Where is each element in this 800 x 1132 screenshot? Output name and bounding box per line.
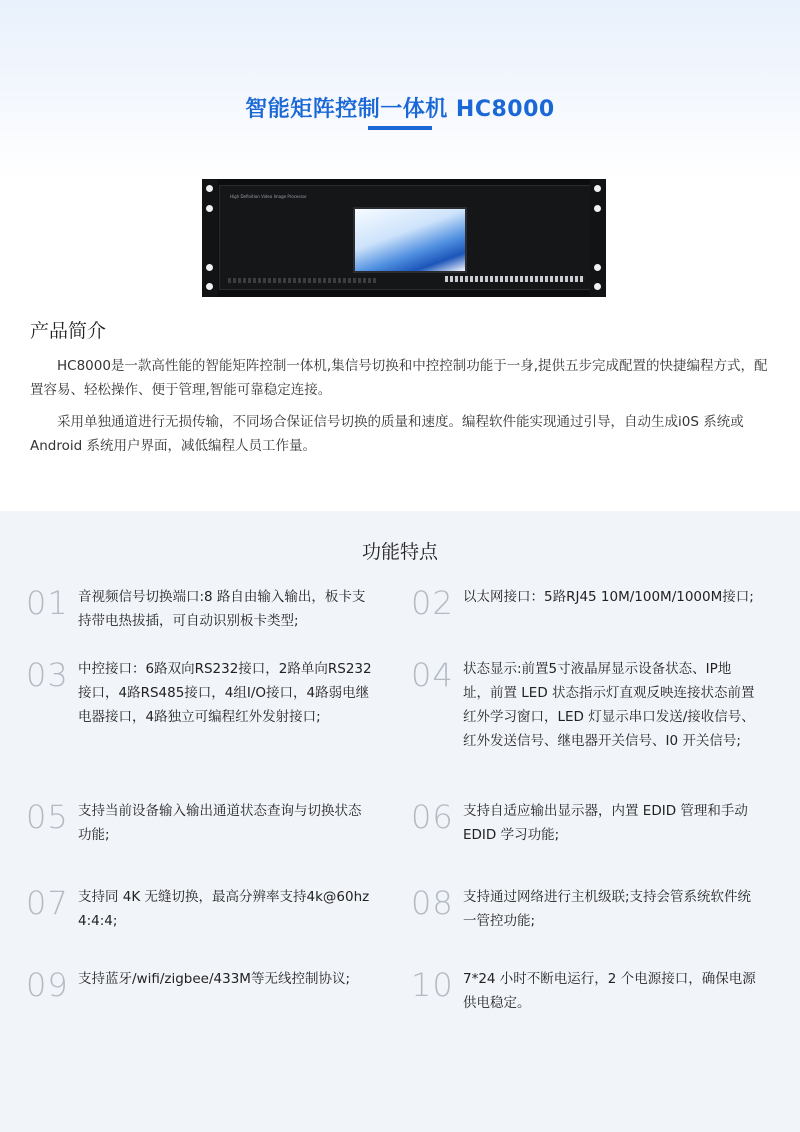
device-button-strip bbox=[445, 276, 585, 282]
rack-ear-right bbox=[590, 179, 606, 297]
feature-text: 支持当前设备输入输出通道状态查询与切换状态功能; bbox=[78, 803, 362, 843]
feature-text: 中控接口：6路双向RS232接口，2路单向RS232接口，4路RS485接口，4组I/O接口，4路弱电继电器接口，4路独立可编程红外发射接口; bbox=[78, 661, 372, 725]
feature-number: 02 bbox=[411, 584, 454, 622]
features-heading: 功能特点 bbox=[361, 541, 438, 563]
intro-paragraph: HC8000是一款高性能的智能矩阵控制一体机,集信号切换和中控控制功能于一身,提供五步完成配置的快捷编程方式，配置容易、轻松操作、便于管理,智能可靠稳定连接。 bbox=[30, 358, 768, 398]
feature-text: 7*24 小时不断电运行，2 个电源接口，确保电源供电稳定。 bbox=[463, 971, 756, 1011]
hero-background bbox=[0, 0, 800, 180]
feature-text: 支持同 4K 无缝切换，最高分辨率支持4k@60hz 4:4:4; bbox=[78, 889, 370, 929]
mount-hole bbox=[594, 205, 601, 212]
feature-number: 04 bbox=[411, 656, 454, 694]
title-underline bbox=[368, 126, 432, 130]
device-lcd-screen bbox=[353, 207, 467, 273]
mount-hole bbox=[206, 283, 213, 290]
feature-number: 10 bbox=[411, 966, 454, 1004]
device-led-strip bbox=[228, 278, 378, 283]
feature-number: 07 bbox=[26, 884, 69, 922]
mount-hole bbox=[594, 264, 601, 271]
mount-hole bbox=[206, 185, 213, 192]
feature-number: 01 bbox=[26, 584, 69, 622]
mount-hole bbox=[206, 205, 213, 212]
feature-number: 06 bbox=[411, 798, 454, 836]
intro-paragraph: 采用单独通道进行无损传输，不同场合保证信号切换的质量和速度。编程软件能实现通过引导，自动生成i0S 系统或 Android 系统用户界面，减低编程人员工作量。 bbox=[30, 414, 744, 454]
feature-text: 支持通过网络进行主机级联;支持会管系统软件统一管控功能; bbox=[463, 889, 752, 929]
rack-ear-left bbox=[202, 179, 218, 297]
mount-hole bbox=[594, 185, 601, 192]
feature-number: 03 bbox=[26, 656, 69, 694]
feature-text: 以太网接口：5路RJ45 10M/100M/1000M接口; bbox=[463, 589, 754, 605]
feature-text: 支持自适应输出显示器，内置 EDID 管理和手动 EDID 学习功能; bbox=[463, 803, 748, 843]
device-panel-label: High Definition Video Image Processor bbox=[230, 194, 307, 199]
device-front-panel bbox=[219, 185, 591, 290]
mount-hole bbox=[594, 283, 601, 290]
feature-number: 09 bbox=[26, 966, 69, 1004]
feature-text: 音视频信号切换端口:8 路自由输入输出，板卡支持带电热拔插，可自动识别板卡类型; bbox=[78, 589, 366, 629]
feature-text: 支持蓝牙/wifi/zigbee/433M等无线控制协议; bbox=[78, 971, 350, 987]
feature-number: 05 bbox=[26, 798, 69, 836]
page-title: 智能矩阵控制一体机 HC8000 bbox=[245, 97, 555, 122]
product-image bbox=[202, 179, 606, 297]
feature-text: 状态显示:前置5寸液晶屏显示设备状态、IP地址，前置 LED 状态指示灯直观反映连接状态前置红外学习窗口，LED 灯显示串口发送/接收信号、红外发送信号、继电器开关信号、I0 开关信号; bbox=[463, 661, 755, 749]
intro-heading: 产品简介 bbox=[30, 320, 107, 342]
mount-hole bbox=[206, 264, 213, 271]
feature-number: 08 bbox=[411, 884, 454, 922]
